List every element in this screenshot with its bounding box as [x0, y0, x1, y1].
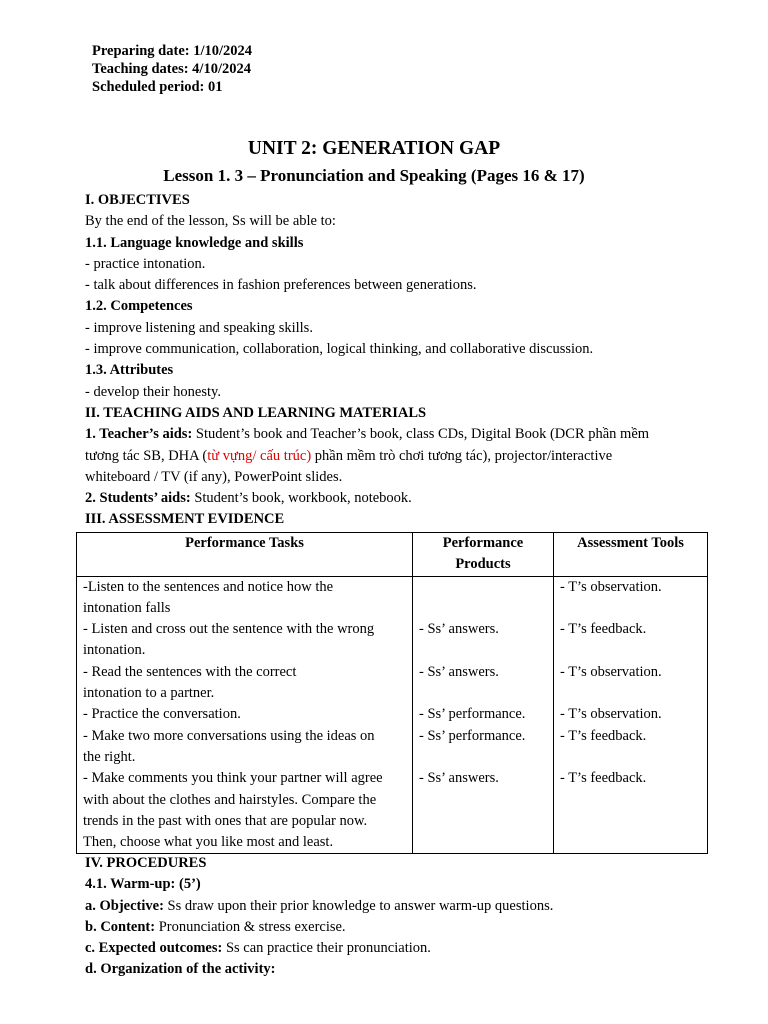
competence-item: - improve listening and speaking skills. — [85, 319, 313, 336]
product-line: - Ss’ answers. — [419, 770, 499, 787]
content-label: b. Content: — [85, 918, 156, 935]
product-line: - Ss’ performance. — [419, 727, 526, 744]
teacher-aids-text: tương tác SB, DHA ( — [85, 447, 208, 464]
objective-item: - talk about differences in fashion preferences between generations. — [85, 277, 477, 294]
teacher-aids-red-text: từ vựng/ cấu trúc) — [207, 447, 312, 464]
task-line: - Practice the conversation. — [83, 706, 241, 723]
students-aids-line — [85, 488, 685, 509]
preparation-info — [92, 42, 252, 96]
task-line: the right. — [83, 748, 136, 765]
language-knowledge-heading: 1.1. Language knowledge and skills — [85, 234, 304, 251]
products-cell — [413, 576, 554, 854]
task-line: trends in the past with ones that are popular now. — [83, 812, 368, 829]
procedures-heading: IV. PROCEDURES — [85, 855, 207, 871]
tool-line: - T’s feedback. — [560, 727, 647, 744]
content-line — [85, 917, 705, 938]
product-line — [419, 577, 547, 598]
teacher-aids-text: Student’s book and Teacher’s book, class CDs, Digital Book (DCR phần mềm — [192, 426, 650, 443]
organization-heading: d. Organization of the activity: — [85, 961, 276, 978]
procedures-section — [85, 853, 705, 981]
teacher-aids-label: 1. Teacher’s aids: — [85, 426, 193, 443]
teaching-dates: Teaching dates: 4/10/2024 — [92, 61, 251, 77]
assessment-table — [76, 532, 708, 854]
product-line — [419, 683, 547, 704]
tool-line — [560, 598, 701, 619]
product-line — [419, 811, 547, 832]
product-line: - Ss’ answers. — [419, 621, 499, 638]
tool-line — [560, 747, 701, 768]
col-assessment-tools: Assessment Tools — [554, 533, 708, 577]
product-line: - Ss’ answers. — [419, 663, 499, 680]
tools-cell — [554, 576, 708, 854]
task-line: - Read the sentences with the correct — [83, 663, 297, 680]
tool-line: - T’s feedback. — [560, 770, 647, 787]
tool-line: - T’s observation. — [560, 706, 662, 723]
task-line: Then, choose what you like most and least. — [83, 834, 334, 851]
table-row — [77, 576, 708, 854]
col-performance-products — [413, 533, 554, 577]
tool-line: - T’s feedback. — [560, 621, 647, 638]
task-line: - Make comments you think your partner will agree — [83, 770, 383, 787]
product-line — [419, 640, 547, 661]
task-line: intonation to a partner. — [83, 685, 215, 702]
students-aids-text: Student’s book, workbook, notebook. — [190, 490, 412, 507]
objectives-intro: By the end of the lesson, Ss will be able to: — [85, 213, 336, 230]
objectives-heading: I. OBJECTIVES — [85, 192, 190, 208]
objective-label: a. Objective: — [85, 897, 164, 914]
lesson-title: Lesson 1. 3 – Pronunciation and Speaking (Pages 16 & 17) — [163, 166, 585, 185]
teacher-aids-line-1 — [85, 424, 685, 445]
objective-text: Ss draw upon their prior knowledge to answer warm-up questions. — [163, 897, 554, 914]
task-line: -Listen to the sentences and notice how the — [83, 578, 334, 595]
outcomes-line — [85, 938, 705, 959]
attribute-item: - develop their honesty. — [85, 383, 221, 400]
product-line: - Ss’ performance. — [419, 706, 526, 723]
competences-heading: 1.2. Competences — [85, 298, 193, 315]
task-line: with about the clothes and hairstyles. Compare the — [83, 791, 377, 808]
product-line — [419, 598, 547, 619]
product-line — [419, 832, 547, 853]
assessment-heading: III. ASSESSMENT EVIDENCE — [85, 511, 285, 528]
col-products-line-2: Products — [455, 556, 511, 573]
task-line: intonation falls — [83, 599, 171, 616]
unit-title: UNIT 2: GENERATION GAP — [247, 138, 501, 159]
competence-item: - improve communication, collaboration, logical thinking, and collaborative discussion. — [85, 341, 594, 358]
col-products-line-1: Performance — [442, 535, 524, 551]
scheduled-period: Scheduled period: 01 — [92, 79, 223, 95]
content-text: Pronunciation & stress exercise. — [155, 918, 346, 935]
task-line: - Listen and cross out the sentence with the wrong — [83, 621, 375, 638]
tool-line: - T’s observation. — [560, 578, 662, 595]
objective-item: - practice intonation. — [85, 255, 206, 272]
teacher-aids-line-3: whiteboard / TV (if any), PowerPoint slides. — [85, 468, 343, 485]
students-aids-label: 2. Students’ aids: — [85, 490, 191, 507]
tasks-cell — [77, 576, 413, 854]
tool-line: - T’s observation. — [560, 663, 662, 680]
task-line: - Make two more conversations using the ideas on — [83, 727, 375, 744]
teacher-aids-text: phần mềm trò chơi tương tác), projector/interactive — [311, 447, 613, 464]
tool-line — [560, 683, 701, 704]
product-line — [419, 747, 547, 768]
objective-line — [85, 896, 705, 917]
preparing-date: Preparing date: 1/10/2024 — [92, 43, 253, 59]
teaching-aids-heading: II. TEACHING AIDS AND LEARNING MATERIALS — [85, 404, 427, 421]
tool-line — [560, 832, 701, 853]
lesson-body — [85, 190, 685, 531]
col-performance-tasks: Performance Tasks — [77, 533, 413, 577]
teacher-aids-line-2 — [85, 446, 685, 467]
product-line — [419, 790, 547, 811]
warmup-heading: 4.1. Warm-up: (5’) — [85, 876, 201, 893]
tool-line — [560, 790, 701, 811]
outcomes-text: Ss can practice their pronunciation. — [222, 940, 431, 957]
tool-line — [560, 811, 701, 832]
tool-line — [560, 640, 701, 661]
task-line: intonation. — [83, 642, 146, 659]
table-header-row — [77, 533, 708, 577]
outcomes-label: c. Expected outcomes: — [85, 940, 223, 957]
attributes-heading: 1.3. Attributes — [85, 362, 174, 379]
